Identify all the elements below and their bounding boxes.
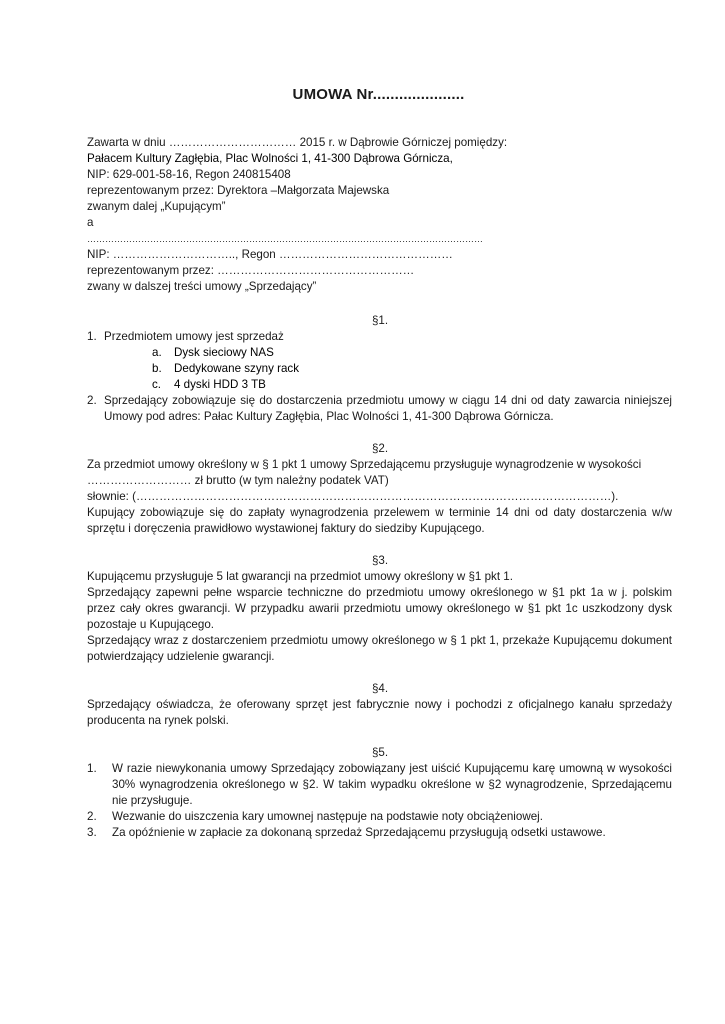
s1-subitem-b-text: Dedykowane szyny rack: [174, 362, 300, 375]
buyer-address: , Plac Wolności 1, 41-300 Dąbrowa Górnicza,: [219, 152, 453, 165]
buyer-representative: reprezentowanym przez: Dyrektora –Małgorzata Majewska: [87, 184, 390, 197]
s3-paragraph-2: Sprzedający zapewni pełne wsparcie techniczne do przedmiotu umowy określonego w §1 pkt 1a w j. polskim przez cały okres gwarancji. W przypadku awarii przedmiotu umowy określonego w §1 pkt 1c uszkodzony dysk pozostaje u Kupującego.: [87, 586, 672, 631]
document-title-text: UMOWA Nr.....................: [292, 86, 465, 103]
seller-ids: NIP: ………………………….., Regon ………………………………………: [87, 248, 453, 261]
s5-item-2-number: 2.: [87, 810, 97, 823]
s5-item-3-text: Za opóźnienie w zapłacie za dokonaną sprzedaż Sprzedającemu przysługują odsetki ustawowe.: [112, 826, 606, 839]
s1-subitem-a: [152, 345, 274, 361]
s3-paragraph-1: Kupującemu przysługuje 5 lat gwarancji na przedmiot umowy określony w §1 pkt 1.: [87, 570, 513, 583]
s4-paragraph-1: Sprzedający oświadcza, że oferowany sprzęt jest fabrycznie nowy i pochodzi z oficjalnego kanału sprzedaży producenta na rynek polski.: [87, 698, 672, 727]
s1-item-2-number: 2.: [87, 394, 97, 407]
document-title: [0, 86, 725, 103]
section-2-heading: §2.: [371, 442, 389, 455]
buyer-line: [87, 151, 453, 167]
s1-subitem-a-text: Dysk sieciowy NAS: [174, 346, 274, 359]
s5-item-1-number: 1.: [87, 762, 97, 775]
s2-words-line: słownie: (……………………………………………………………………………………………………………).: [87, 490, 619, 503]
seller-representative: reprezentowanym przez: ……………………………………………: [87, 264, 415, 277]
section-3-heading: §3.: [371, 554, 389, 567]
intro-date-line: Zawarta w dniu …………………………… 2015 r. w Dąbrowie Górniczej pomiędzy:: [87, 136, 508, 149]
s3-paragraph-3: Sprzedający wraz z dostarczeniem przedmiotu umowy określonego w § 1 pkt 1, przekaże Kupującemu dokument potwierdzający udzielenie gwarancji.: [87, 634, 672, 663]
s1-item-1-text: Przedmiotem umowy jest sprzedaż: [104, 330, 284, 343]
buyer-name: Pałacem Kultury Zagłębia: [87, 152, 220, 165]
s1-subitem-b: [152, 361, 299, 377]
seller-blank-line: ……………………………………………………………………………………………………………………: [87, 234, 483, 244]
s2-paragraph-1: Za przedmiot umowy określony w § 1 pkt 1 umowy Sprzedającemu przysługuje wynagrodzenie w wysokości: [87, 458, 642, 471]
s2-amount-line: ……………………… zł brutto (w tym należny podatek VAT): [87, 474, 389, 487]
s1-subitem-a-letter: a.: [152, 346, 162, 359]
buyer-ids: NIP: 629-001-58-16, Regon 240815408: [87, 168, 291, 181]
buyer-called: zwanym dalej „Kupującym”: [87, 200, 226, 213]
and-word: a: [87, 216, 94, 229]
s5-item-1-text: W razie niewykonania umowy Sprzedający zobowiązany jest uiścić Kupującemu karę umowną w wysokości 30% wynagrodzenia określonego w §2. W takim wypadku określone w §2 wynagrodzenie, Sprzedającemu nie przysługuje.: [112, 762, 672, 807]
s5-item-3-number: 3.: [87, 826, 97, 839]
s2-paragraph-2: Kupujący zobowiązuje się do zapłaty wynagrodzenia przelewem w terminie 14 dni od daty dostarczenia w/w sprzętu i doręczenia prawidłowo wystawionej faktury do siedziby Kupującego.: [87, 506, 672, 535]
s1-subitem-b-letter: b.: [152, 362, 162, 375]
s1-item-1-number: 1.: [87, 330, 97, 343]
s1-item-2-text: Sprzedający zobowiązuje się do dostarczenia przedmiotu umowy w ciągu 14 dni od daty zawarcia niniejszej Umowy pod adres: Pałac Kultury Zagłębia, Plac Wolności 1, 41-300 Dąbrowa Górnicza.: [104, 394, 672, 423]
section-4-heading: §4.: [371, 682, 389, 695]
s1-subitem-c-text: 4 dyski HDD 3 TB: [174, 378, 266, 391]
seller-called: zwany w dalszej treści umowy „Sprzedający”: [87, 280, 317, 293]
section-1-heading: §1.: [371, 314, 389, 327]
s1-subitem-c-letter: c.: [152, 378, 162, 391]
s1-subitem-c: [152, 377, 266, 393]
section-5-heading: §5.: [371, 746, 389, 759]
s5-item-2-text: Wezwanie do uiszczenia kary umownej następuje na podstawie noty obciążeniowej.: [112, 810, 543, 823]
